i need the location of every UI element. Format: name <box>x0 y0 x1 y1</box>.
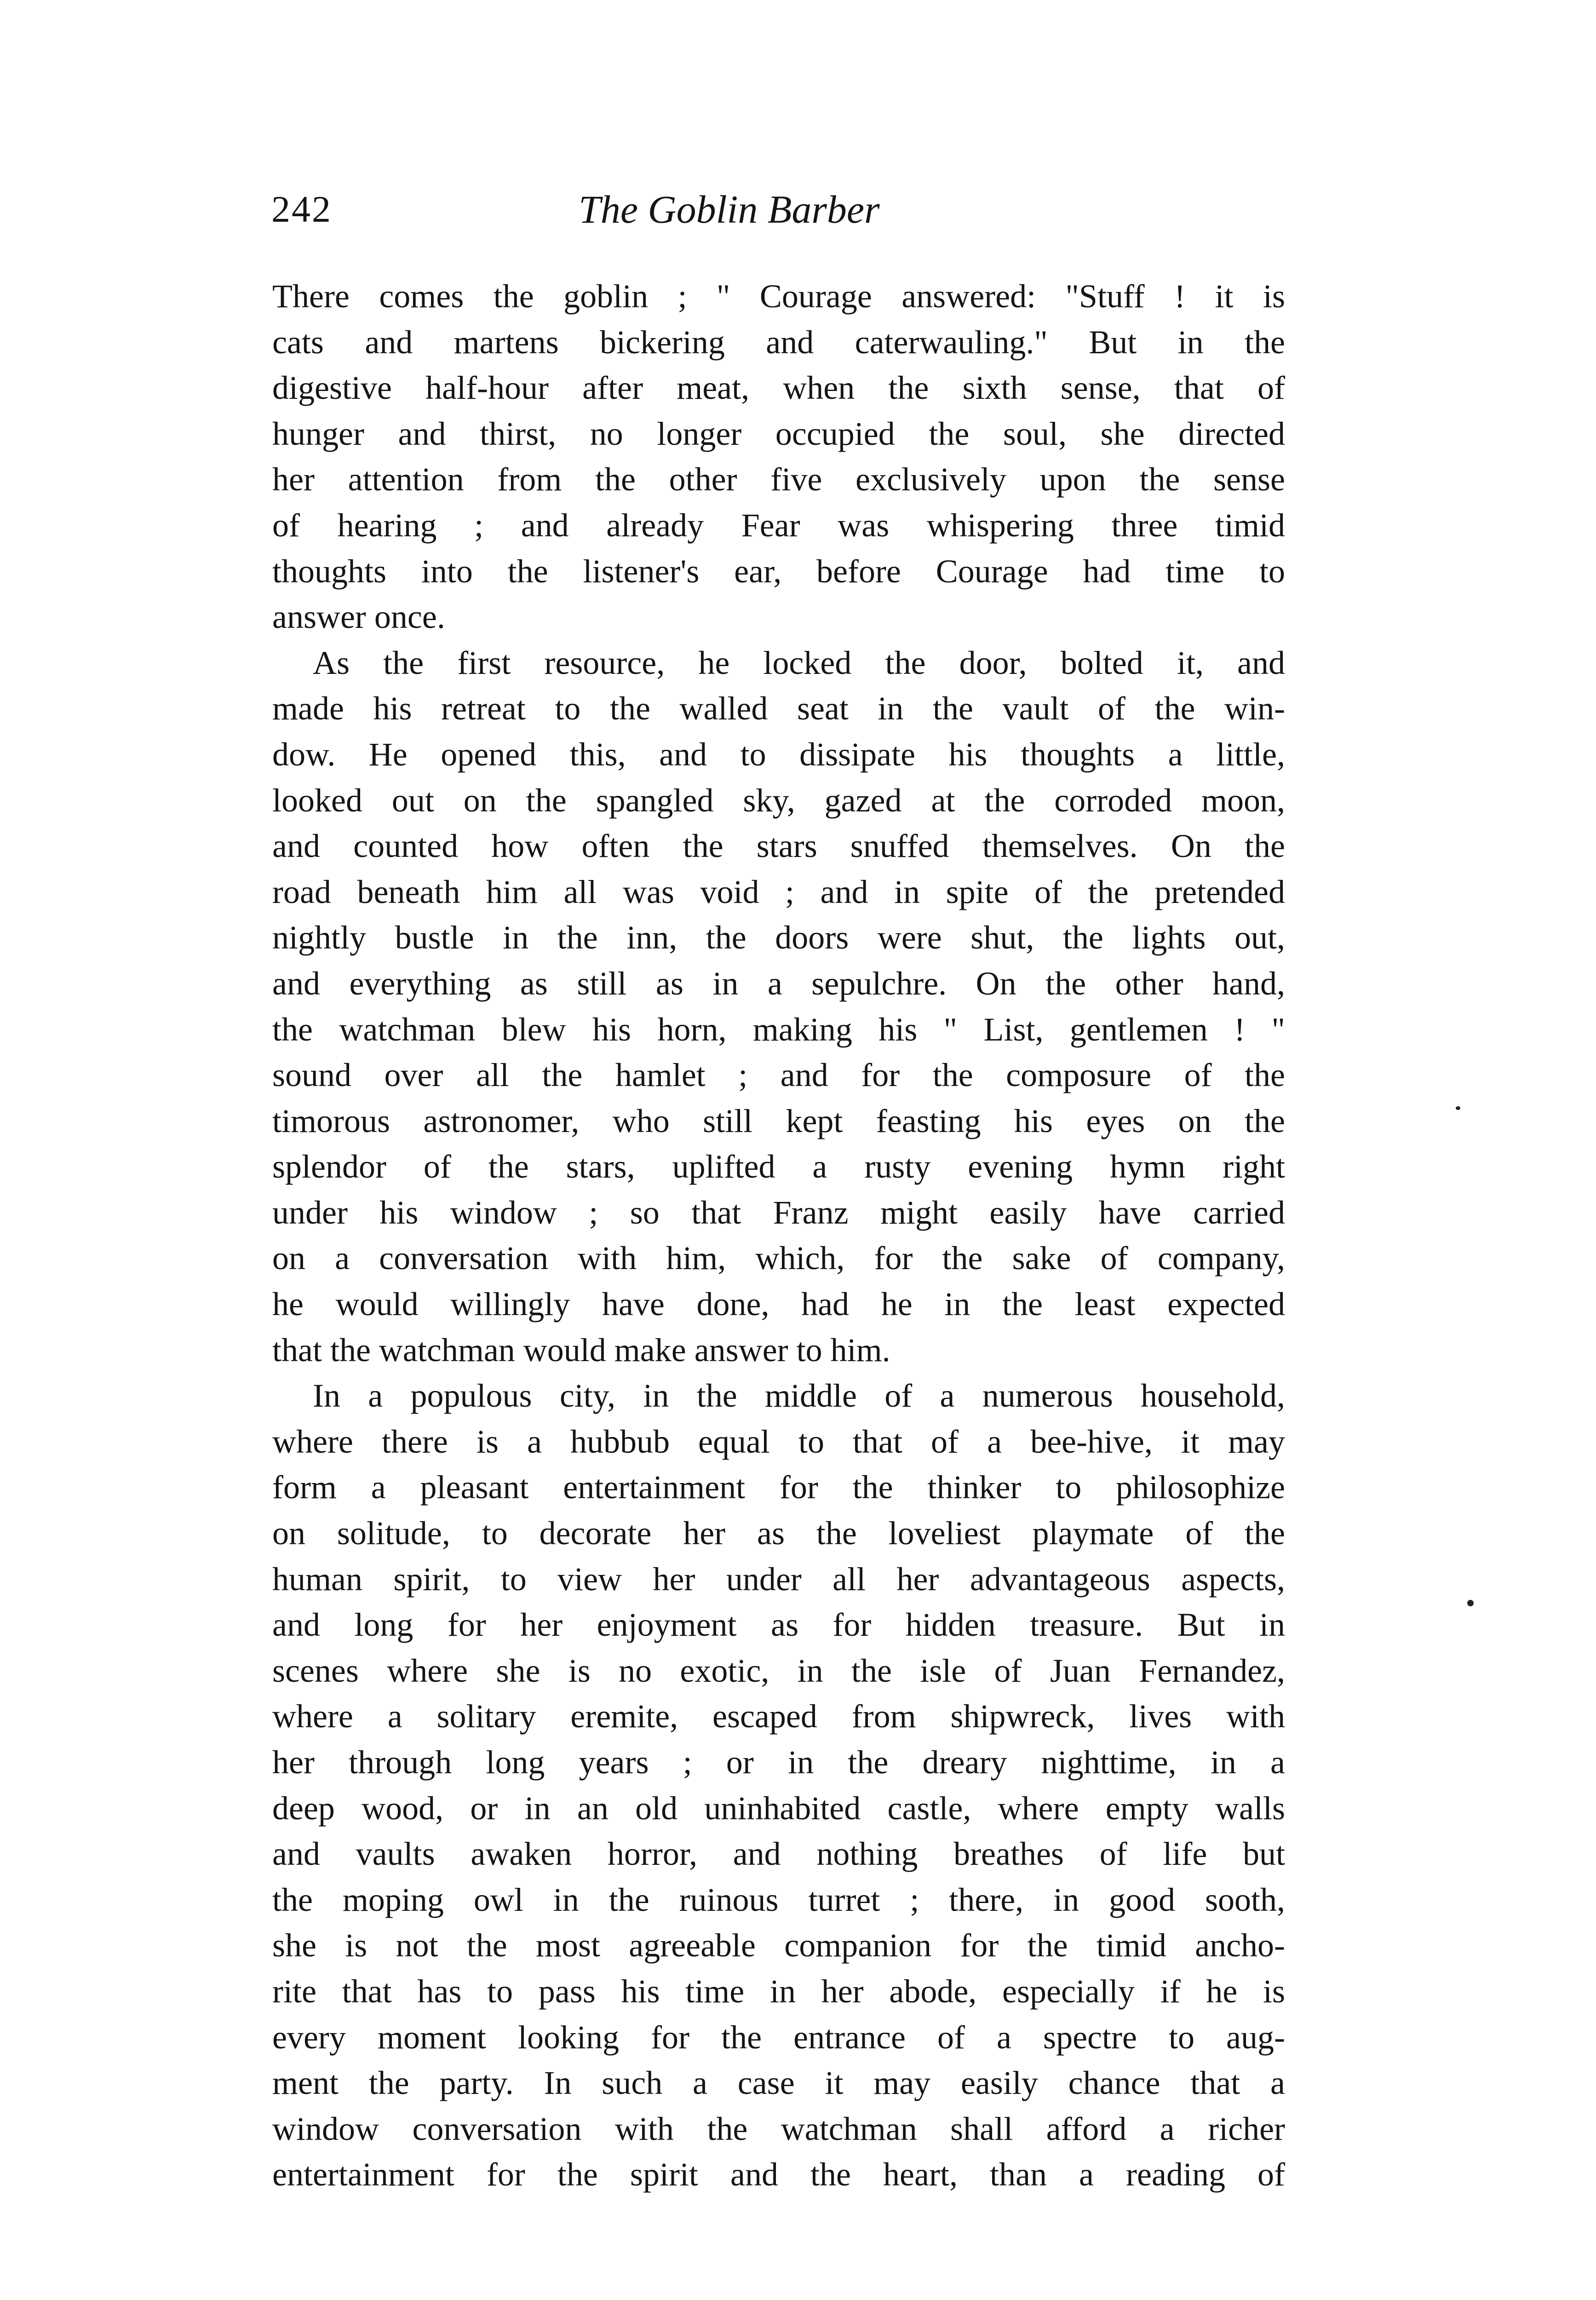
text-line: scenes where she is no exotic, in the isle of Juan Fernandez, <box>272 1652 1285 1689</box>
text-line: There comes the goblin ; " Courage answered: "Stuff ! it is <box>272 278 1285 315</box>
text-line: cats and martens bickering and caterwauling." But in the <box>272 323 1285 361</box>
text-line: answer once. <box>272 598 445 636</box>
running-title: The Goblin Barber <box>579 187 880 231</box>
page-header <box>0 182 1596 237</box>
text-line: ment the party. In such a case it may easily chance that a <box>272 2064 1285 2102</box>
text-line: rite that has to pass his time in her abode, especially if he is <box>272 1972 1285 2010</box>
text-line: dow. He opened this, and to dissipate his thoughts a little, <box>272 736 1285 773</box>
paragraph-start-line: In a populous city, in the middle of a numerous household, <box>313 1377 1285 1414</box>
text-line: of hearing ; and already Fear was whispering three timid <box>272 506 1285 544</box>
text-line: splendor of the stars, uplifted a rusty evening hymn right <box>272 1148 1285 1185</box>
text-line: where there is a hubbub equal to that of a bee-hive, it may <box>272 1423 1285 1460</box>
text-line: where a solitary eremite, escaped from shipwreck, lives with <box>272 1698 1285 1735</box>
page-number: 242 <box>271 188 332 230</box>
text-line: on solitude, to decorate her as the loveliest playmate of the <box>272 1515 1285 1552</box>
text-line: deep wood, or in an old uninhabited castle, where empty walls <box>272 1789 1285 1827</box>
text-line: the moping owl in the ruinous turret ; there, in good sooth, <box>272 1881 1285 1918</box>
text-line: human spirit, to view her under all her advantageous aspects, <box>272 1560 1285 1598</box>
text-line: made his retreat to the walled seat in the vault of the win- <box>272 690 1285 727</box>
text-line: and vaults awaken horror, and nothing breathes of life but <box>272 1835 1285 1873</box>
text-line: thoughts into the listener's ear, before Courage had time to <box>272 552 1285 590</box>
text-line: form a pleasant entertainment for the thinker to philosophize <box>272 1469 1285 1506</box>
text-line: nightly bustle in the inn, the doors were shut, the lights out, <box>272 919 1285 956</box>
text-line: her through long years ; or in the dreary nighttime, in a <box>272 1744 1285 1781</box>
text-line: she is not the most agreeable companion for the timid ancho- <box>272 1927 1285 1964</box>
body-text <box>272 274 1285 2198</box>
text-line: the watchman blew his horn, making his " List, gentlemen ! " <box>272 1011 1285 1048</box>
text-line: that the watchman would make answer to him. <box>272 1331 890 1368</box>
text-line: and counted how often the stars snuffed themselves. On the <box>272 828 1285 865</box>
text-line: under his window ; so that Franz might easily have carried <box>272 1194 1285 1231</box>
text-line: every moment looking for the entrance of a spectre to aug- <box>272 2018 1285 2056</box>
text-line: looked out on the spangled sky, gazed at the corroded moon, <box>272 782 1285 819</box>
text-line: hunger and thirst, no longer occupied the soul, she directed <box>272 415 1285 452</box>
text-line: her attention from the other five exclusively upon the sense <box>272 461 1285 498</box>
text-line: on a conversation with him, which, for the sake of company, <box>272 1240 1285 1277</box>
ink-speck <box>1456 1106 1460 1110</box>
text-line: sound over all the hamlet ; and for the composure of the <box>272 1057 1285 1094</box>
text-line: timorous astronomer, who still kept feasting his eyes on the <box>272 1102 1285 1139</box>
text-line: entertainment for the spirit and the heart, than a reading of <box>272 2156 1285 2193</box>
text-line: and long for her enjoyment as for hidden treasure. But in <box>272 1606 1285 1644</box>
text-line: and everything as still as in a sepulchre. On the other hand, <box>272 965 1285 1002</box>
text-line: road beneath him all was void ; and in spite of the pretended <box>272 873 1285 910</box>
text-line: he would willingly have done, had he in the least expected <box>272 1286 1285 1323</box>
text-line: digestive half-hour after meat, when the sixth sense, that of <box>272 369 1285 407</box>
paragraph-start-line: As the first resource, he locked the door, bolted it, and <box>313 644 1285 681</box>
text-line: window conversation with the watchman shall afford a richer <box>272 2110 1285 2147</box>
ink-speck <box>1467 1600 1474 1606</box>
